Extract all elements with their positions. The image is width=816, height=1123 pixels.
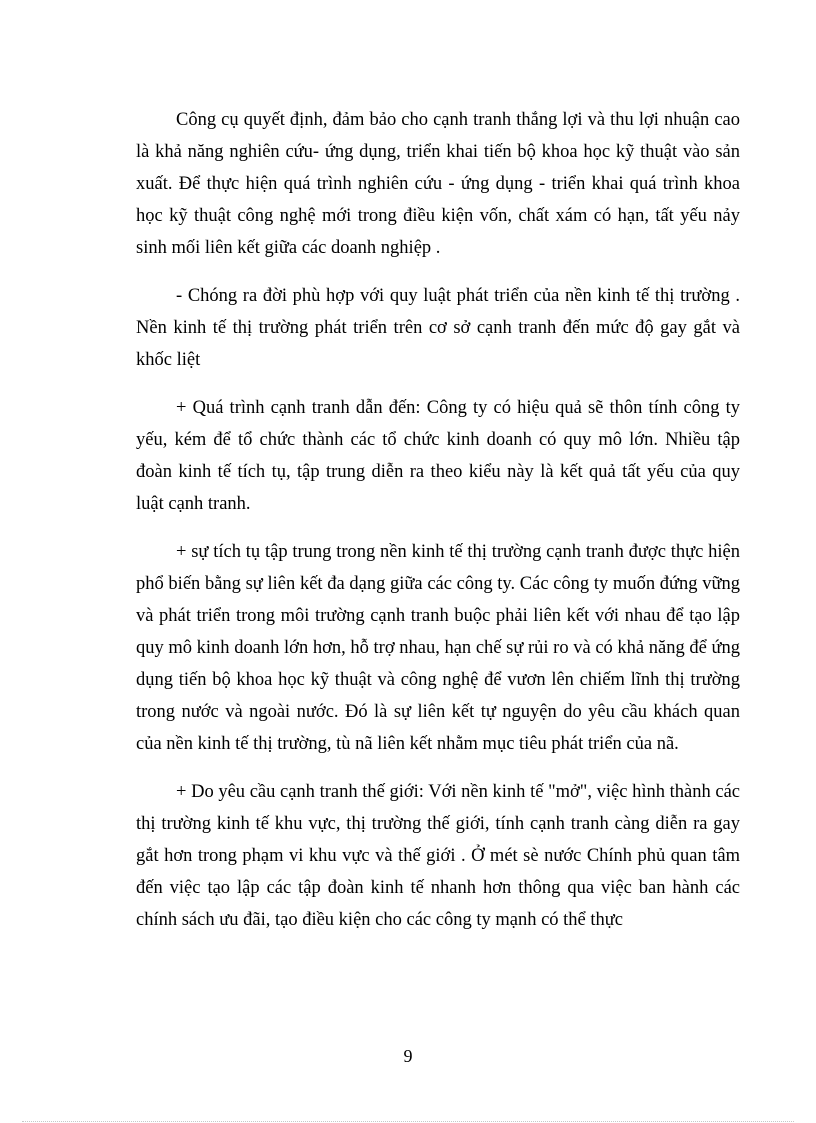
paragraph: + sự tích tụ tập trung trong nền kinh tế thị trường cạnh tranh được thực hiện phổ biến bằng sự liên kết đa dạng giữa các công ty. Các công ty muốn đứng vững và phát triển trong môi trường cạnh tranh buộc phải liên kết với nhau để tạo lập quy mô kinh doanh lớn hơn, hỗ trợ nhau, hạn chế sự rủi ro và có khả năng để ứng dụng tiến bộ khoa học kỹ thuật và công nghệ để vươn lên chiếm lĩnh thị trường trong nước và ngoài nước. Đó là sự liên kết tự nguyện do yêu cầu khách quan của nền kinh tế thị trường, tù nã liên kết nhằm mục tiêu phát triển của nã.: [136, 542, 740, 754]
page-number: 9: [403, 1046, 413, 1066]
paragraph: + Do yêu cầu cạnh tranh thế giới: Với nền kinh tế "mở", việc hình thành các thị trường kinh tế khu vực, thị trường thế giới, tính cạnh tranh càng diễn ra gay gắt hơn trong phạm vi khu vực và thế giới . Ở mét sè nước Chính phủ quan tâm đến việc tạo lập các tập đoàn kinh tế nhanh hơn thông qua việc ban hành các chính sách ưu đãi, tạo điều kiện cho các công ty mạnh có thể thực: [136, 782, 740, 930]
paragraph: + Quá trình cạnh tranh dẫn đến: Công ty có hiệu quả sẽ thôn tính công ty yếu, kém để tổ chức thành các tổ chức kinh doanh có quy mô lớn. Nhiều tập đoàn kinh tế tích tụ, tập trung diễn ra theo kiểu này là kết quả tất yếu của quy luật cạnh tranh.: [136, 398, 740, 514]
paragraph: - Chóng ra đời phù hợp với quy luật phát triển của nền kinh tế thị trường . Nền kinh tế thị trường phát triển trên cơ sở cạnh tranh đến mức độ gay gắt và khốc liệt: [136, 286, 740, 370]
document-body: [136, 104, 740, 952]
paragraph: Công cụ quyết định, đảm bảo cho cạnh tranh thắng lợi và thu lợi nhuận cao là khả năng nghiên cứu- ứng dụng, triển khai tiến bộ khoa học kỹ thuật vào sản xuất. Để thực hiện quá trình nghiên cứu - ứng dụng - triển khai quá trình khoa học kỹ thuật công nghệ mới trong điều kiện vốn, chất xám có hạn, tất yếu nảy sinh mối liên kết giữa các doanh nghiệp .: [136, 110, 740, 258]
page-bottom-divider: [22, 1121, 794, 1122]
